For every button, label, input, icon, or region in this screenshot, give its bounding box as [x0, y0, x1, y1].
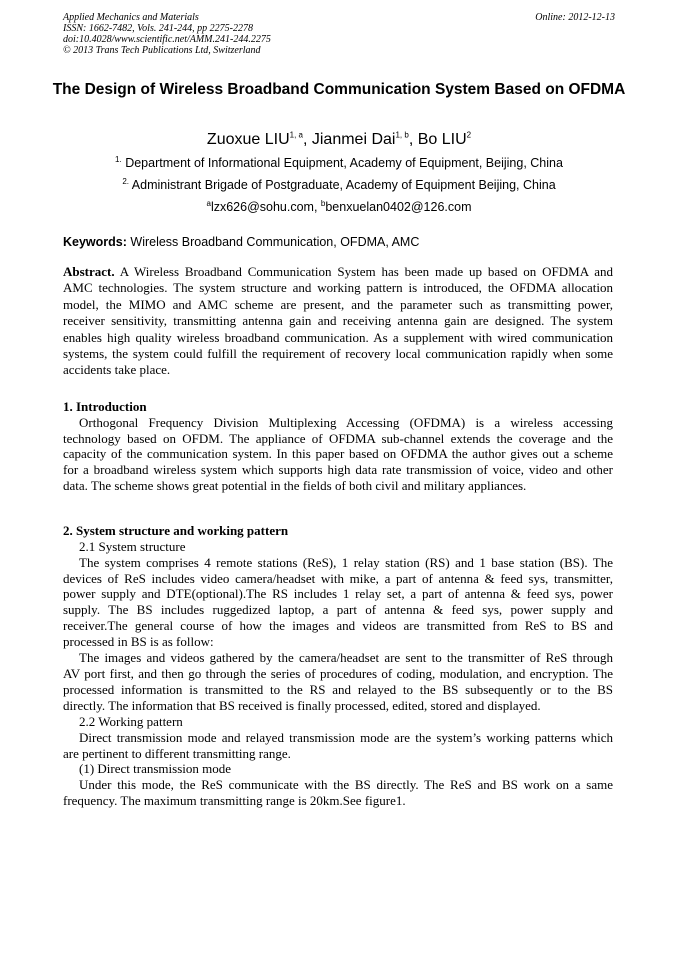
email: benxuelan0402@126.com [325, 200, 472, 214]
abstract-line-text: model, the MIMO and AMC scheme are present, and the parameter such as transmitting power, [63, 296, 613, 312]
paragraph-line: capacity of the communication system. In this paper based on OFDMA the author gives out a scheme [63, 446, 613, 462]
section-heading: 2. System structure and working pattern [63, 523, 289, 538]
journal-name: Applied Mechanics and Materials [63, 12, 199, 23]
paragraph [63, 761, 613, 777]
section-system-structure [63, 523, 613, 809]
abstract-line-text: A Wireless Broadband Communication System has been made up based on OFDMA and [119, 264, 613, 279]
affiliation-text: Department of Informational Equipment, Academy of Equipment, Beijing, China [125, 156, 563, 170]
journal-header [63, 12, 271, 56]
paragraph-line: frequency. The maximum transmitting range is 20km.See figure1. [63, 793, 406, 809]
abstract-line-text: receiver sensitivity, transmitting antenna gain and receiving antenna gain are designed. The system [63, 313, 613, 329]
issn: ISSN: 1662-7482, Vols. 241-244, pp 2275-2278 [63, 23, 253, 34]
section-introduction [63, 399, 613, 494]
paragraph-line: directly. The information that BS received is finally processed, edited, stored and displayed. [63, 697, 541, 713]
paragraph-line: The images and videos gathered by the camera/headset are sent to the transmitter of ReS through [79, 650, 613, 666]
section-heading: 1. Introduction [63, 399, 147, 414]
paragraph-line: devices of ReS includes video camera/headset with mike, a part of antenna & feed sys, transmitter, [63, 570, 613, 586]
author-sup: 2 [466, 130, 472, 140]
email: lzx626@sohu.com [210, 200, 314, 214]
abstract-line-text: enables high quality wireless broadband communication. As a supplement with wired communication [63, 329, 613, 345]
paragraph [63, 555, 613, 650]
keywords-text: Wireless Broadband Communication, OFDMA, AMC [130, 235, 420, 249]
author-sup: 1, a [289, 130, 303, 140]
abstract-line [63, 346, 613, 362]
abstract-line [63, 362, 613, 378]
copyright: © 2013 Trans Tech Publications Ltd, Switzerland [63, 45, 261, 56]
abstract-line-text: AMC technologies. The system structure and working pattern is introduced, the OFDMA allocation [63, 280, 613, 296]
doi: doi:10.4028/www.scientific.net/AMM.241-244.2275 [63, 34, 271, 45]
authors: Zuoxue LIU$^{1, a}$, Jianmei Dai$^{1, b}$, Bo LIU$^2$ [206, 130, 472, 148]
paragraph-line: 2.1 System structure [79, 538, 186, 554]
paragraph-line: processed information is transmitted to the RS and relayed to the BS subsequently or to the BS [63, 681, 613, 697]
author-sup: 1, b [395, 130, 409, 140]
abstract-line [63, 280, 613, 296]
paragraph-line: Under this mode, the ReS communicate with the BS directly. The ReS and BS work on a same [79, 777, 613, 793]
online-date: Online: 2012-12-13 [535, 12, 615, 23]
author-name: Jianmei Dai [311, 131, 396, 148]
paragraph-line: The system comprises 4 remote stations (ReS), 1 relay station (RS) and 1 base station (BS). The [79, 554, 613, 570]
paragraph [63, 730, 613, 762]
affiliation-sup: 1. [115, 154, 122, 164]
email-sup: b [320, 198, 326, 208]
affiliation-2 [0, 178, 678, 192]
paragraph-line: power supply and DTE(optional).The RS includes 1 relay set, a part of antenna & feed sys, power [63, 586, 613, 602]
author-name: Bo LIU [417, 131, 467, 148]
paragraph-line: Orthogonal Frequency Division Multiplexing Accessing (OFDMA) is a wireless accessing [79, 414, 613, 430]
paragraph-line: technology based on OFDM. The appliance of OFDMA sub-channel extends the coverage and the [63, 430, 613, 446]
abstract-label: Abstract. [63, 264, 115, 279]
paragraph-line: for a broadband wireless system which supports high data rate transmission of voice, video and other [63, 462, 613, 477]
abstract-line [63, 330, 613, 346]
keywords-label: Keywords: [63, 235, 127, 249]
paper-title: The Design of Wireless Broadband Communication System Based on OFDMA [52, 81, 626, 98]
affiliation-text: Administrant Brigade of Postgraduate, Academy of Equipment Beijing, China [131, 178, 556, 192]
paragraph-line: receiver.The general course of how the images and videos are transmitted from ReS to BS and [63, 618, 613, 634]
paragraph-line: 2.2 Working pattern [79, 713, 183, 729]
paragraph [63, 714, 613, 730]
abstract [63, 264, 613, 379]
paragraph-line: are pertinent to different transmitting range. [63, 745, 291, 761]
paragraph-line: data. The scheme shows great potential in the fields of both civil and military appliances. [63, 477, 527, 493]
abstract-line [63, 264, 613, 280]
paragraph-line: processed in BS is as follow: [63, 634, 214, 650]
paragraph [63, 415, 613, 494]
paragraph [63, 777, 613, 809]
abstract-line [63, 297, 613, 313]
affiliation-sup: 2. [122, 176, 129, 186]
affiliation-1 [0, 156, 678, 170]
abstract-line-text: accidents take place. [63, 362, 171, 378]
abstract-line-text: systems, the system could fulfill the requirement of recovery local communication rapidly when some [63, 346, 613, 362]
keywords [63, 235, 419, 249]
paragraph [63, 650, 613, 714]
abstract-line [63, 313, 613, 329]
paragraph-line: supply. The BS includes ruggedized laptop, a part of antenna & feed sys, power supply and [63, 602, 613, 618]
paragraph-line: (1) Direct transmission mode [79, 761, 231, 777]
paragraph-line: AV port first, and then go through the series of procedures of coding, modulation, and encryption. The [63, 666, 613, 681]
emails: $^a$lzx626@sohu.com, $^b$benxuelan0402@126.com [206, 198, 472, 214]
email-sup: a [206, 198, 211, 208]
paragraph [63, 539, 613, 555]
paragraph-line: Direct transmission mode and relayed transmission mode are the system’s working patterns which [79, 729, 613, 745]
author-name: Zuoxue LIU [206, 131, 290, 148]
